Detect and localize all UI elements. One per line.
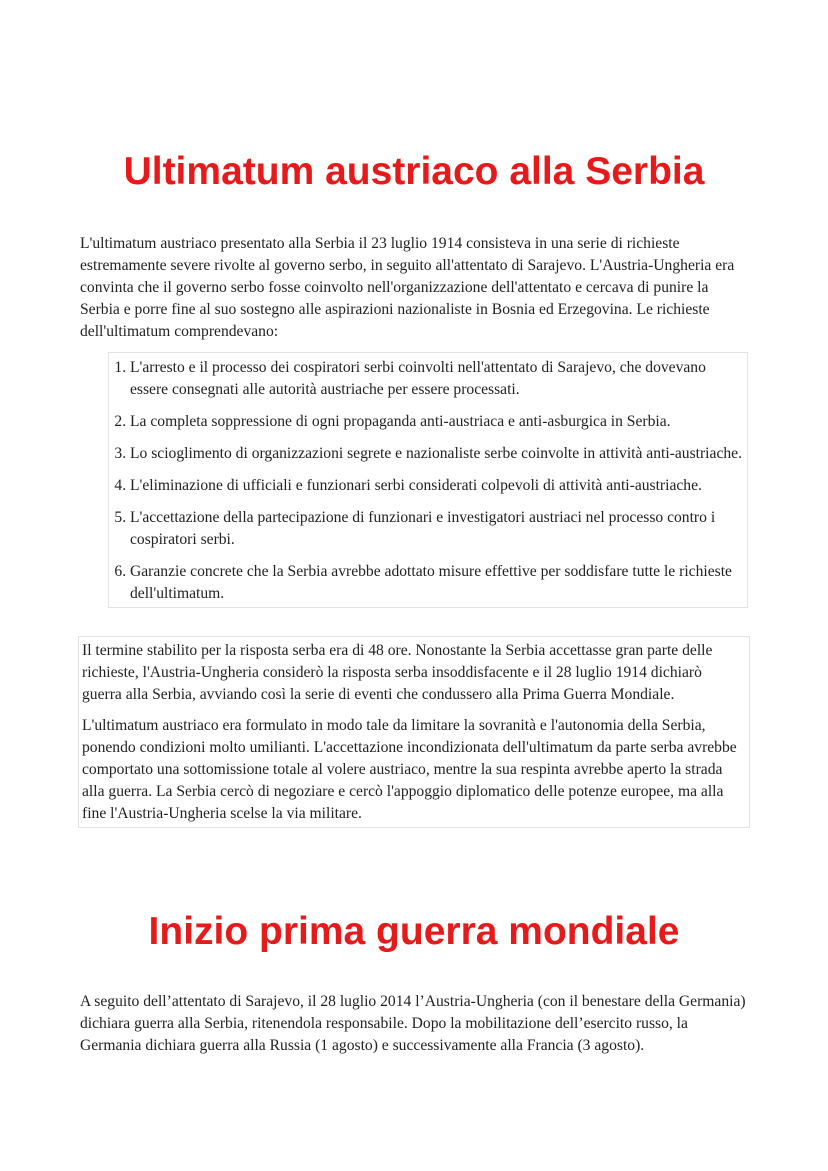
analysis-paragraph: L'ultimatum austriaco era formulato in modo tale da limitare la sovranità e l'autonomia della Serbia, ponendo condizioni molto umilianti. L'accettazione incondizionata dell'ultimatum da parte serba avrebbe comportato una sottomissione totale al volere austriaco, mentre la sua respinta avrebbe aperto la strada alla guerra. La Serbia cercò di negoziare e cercò l'appoggio diplomatico delle potenze europee, ma alla fine l'Austria-Ungheria scelse la via militare. [82,717,737,822]
intro-paragraph: L'ultimatum austriaco presentato alla Serbia il 23 luglio 1914 consisteva in una serie di richieste estremamente severe rivolte al governo serbo, in seguito all'attentato di Sarajevo. L'Austria-Ungheria era convinta che il governo serbo fosse coinvolto nell'organizzazione dell'attentato e cercava di punire la Serbia e porre fine al suo sostegno alle aspirazioni nazionaliste in Bosnia ed Erzegovina. Le richieste dell'ultimatum comprendevano: [80,235,735,340]
war-start-paragraph: A seguito dell’attentato di Sarajevo, il 28 luglio 2014 l’Austria-Ungheria (con il benestare della Germania) dichiara guerra alla Serbia, ritenendola responsabile. Dopo la mobilitazione dell’esercito russo, la Germania dichiara guerra alla Russia (1 agosto) e successivamente alla Francia (3 agosto). [80,993,746,1054]
demand-item: 1. L'arresto e il processo dei cospiratori serbi coinvolti nell'attentato di Sarajevo, che dovevano essere consegnati alle autorità austriache per essere processati. [130,357,743,401]
demand-item: 2. La completa soppressione di ogni propaganda anti-austriaca e anti-asburgica in Serbia. [130,411,743,433]
demand-item: 5. L'accettazione della partecipazione di funzionari e investigatori austriaci nel processo contro i cospiratori serbi. [130,507,743,551]
demand-item: 3. Lo scioglimento di organizzazioni segrete e nazionaliste serbe coinvolte in attività anti-austriache. [130,443,743,465]
section-title-war-start: Inizio prima guerra mondiale [148,910,680,953]
demand-item: 4. L'eliminazione di ufficiali e funzionari serbi considerati colpevoli di attività anti-austriache. [130,475,743,497]
response-paragraph: Il termine stabilito per la risposta serba era di 48 ore. Nonostante la Serbia accettasse gran parte delle richieste, l'Austria-Ungheria considerò la risposta serba insoddisfacente e il 28 luglio 1914 dichiarò guerra alla Serbia, avviando così la serie di eventi che condussero alla Prima Guerra Mondiale. [82,642,713,703]
demand-item: 6. Garanzie concrete che la Serbia avrebbe adottato misure effettive per soddisfare tutte le richieste dell'ultimatum. [130,561,743,605]
section-title-ultimatum: Ultimatum austriaco alla Serbia [123,150,705,193]
response-paragraphs-box [78,636,750,828]
demands-list [109,357,743,605]
demands-list-box [108,352,748,608]
